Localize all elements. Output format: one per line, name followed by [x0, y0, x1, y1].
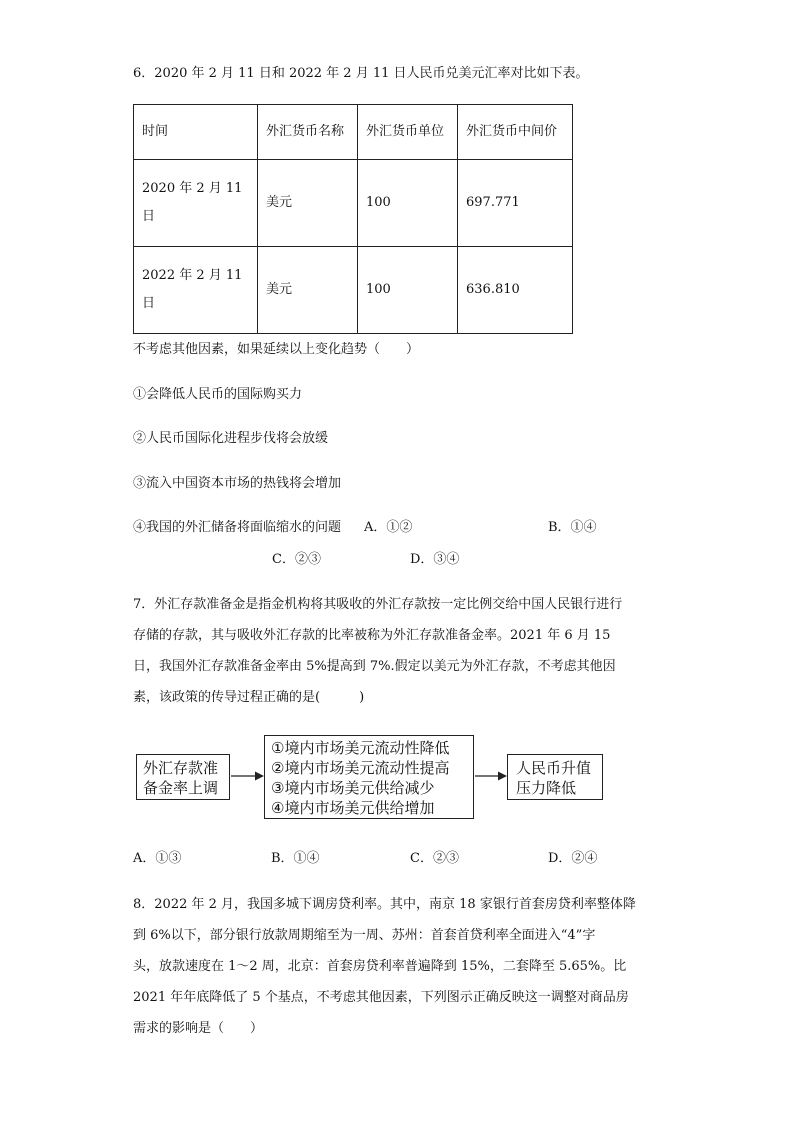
- date-line: 日: [142, 296, 156, 311]
- table-cell-currency: 美元: [258, 160, 358, 247]
- diagram-middle-line: ②境内市场美元流动性提高: [271, 759, 450, 777]
- table-cell-rate: 697.771: [458, 160, 573, 247]
- table-cell-unit: 100: [358, 160, 458, 247]
- q8-text-line: 到 6%以下，部分银行放款周期缩至为一周、苏州：首套首贷利率全面进入“4”字: [133, 928, 596, 943]
- q6-stem: 6．2020 年 2 月 11 日和 2022 年 2 月 11 日人民币兑美元汇率对比如下表。: [133, 66, 589, 81]
- diagram-right-line: 压力降低: [516, 779, 577, 797]
- table-header-cell: 时间: [134, 105, 258, 160]
- q7-text-line: 7．外汇存款准备金是指金机构将其吸收的外汇存款按一定比例交给中国人民银行进行: [133, 597, 623, 612]
- diagram-right-line: 人民币升值: [516, 759, 592, 777]
- q7-option-a[interactable]: A．①③: [133, 851, 182, 866]
- diagram-middle-line: ③境内市场美元供给减少: [271, 779, 435, 797]
- q7-text-line: 日，我国外汇存款准备金率由 5%提高到 7%.假定以美元为外汇存款，不考虑其他因: [133, 659, 616, 674]
- q8-text-line: 头，放款速度在 1～2 周，北京：首套房贷利率普遍降到 15%，二套降至 5.65%。比: [133, 959, 627, 974]
- q7-text-line: 存储的存款，其与吸收外汇存款的比率被称为外汇存款准备金率。2021 年 6 月 15: [133, 628, 611, 643]
- q6-statement: ③流入中国资本市场的热钱将会增加: [133, 476, 342, 491]
- table-cell-rate: 636.810: [458, 247, 573, 334]
- date-line: 2022 年 2 月 11: [142, 268, 243, 283]
- date-line: 日: [142, 209, 156, 224]
- q8-text-line: 8．2022 年 2 月，我国多城下调房贷利率。其中，南京 18 家银行首套房贷利率整体降: [133, 897, 636, 912]
- q6-option-d[interactable]: D．③④: [410, 552, 460, 567]
- table-header-cell: 外汇货币中间价: [458, 105, 573, 160]
- q7-option-c[interactable]: C．②③: [410, 851, 459, 866]
- q7-option-d[interactable]: D．②④: [548, 851, 598, 866]
- table-cell-unit: 100: [358, 247, 458, 334]
- table-header-cell: 外汇货币单位: [358, 105, 458, 160]
- q8-text-line: 2021 年年底降低了 5 个基点，不考虑其他因素，下列图示正确反映这一调整对商品房: [133, 990, 629, 1005]
- diagram-middle-line: ④境内市场美元供给增加: [271, 799, 435, 817]
- q6-statement: ④我国的外汇储备将面临缩水的问题: [133, 520, 342, 535]
- q6-statement: ②人民币国际化进程步伐将会放缓: [133, 431, 329, 446]
- q6-prompt: 不考虑其他因素，如果延续以上变化趋势（ ）: [133, 342, 420, 357]
- date-line: 2020 年 2 月 11: [142, 181, 243, 196]
- q6-option-b[interactable]: B．①④: [548, 520, 597, 535]
- q6-option-a[interactable]: A．①②: [364, 520, 413, 535]
- q7-option-b[interactable]: B．①④: [271, 851, 320, 866]
- table-header-cell: 外汇货币名称: [258, 105, 358, 160]
- q6-statement: ①会降低人民币的国际购买力: [133, 387, 303, 402]
- q6-option-c[interactable]: C．②③: [272, 552, 321, 567]
- q8-text-line: 需求的影响是（ ）: [133, 1021, 264, 1036]
- diagram-left-line: 备金率上调: [143, 779, 219, 797]
- table-cell-currency: 美元: [258, 247, 358, 334]
- q7-text-line: 素，该政策的传导过程正确的是( ): [133, 690, 365, 705]
- diagram-left-line: 外汇存款准: [143, 759, 219, 777]
- diagram-middle-line: ①境内市场美元流动性降低: [271, 739, 450, 757]
